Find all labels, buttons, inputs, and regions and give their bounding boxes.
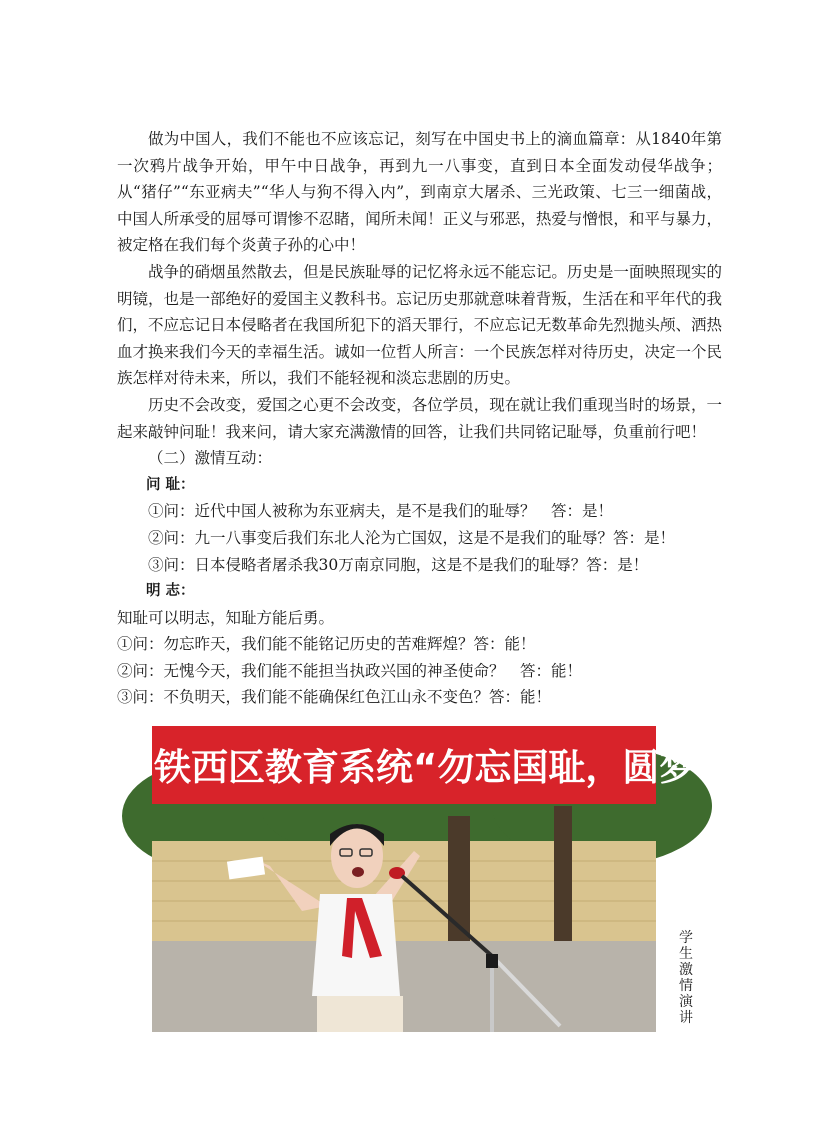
- caption-char: 讲: [679, 1010, 693, 1026]
- section-title: （二）激情互动：: [148, 449, 273, 468]
- mingzhi-question-2: ②问：无愧今天，我们能不能担当执政兴国的神圣使命？ 答：能！: [117, 661, 583, 680]
- mingzhi-intro: 知耻可以明志，知耻方能后勇。: [117, 608, 335, 627]
- ground: [152, 941, 656, 1032]
- mingzhi-question-3: ③问：不负明天，我们能不能确保红色江山永不变色？答：能！: [117, 688, 552, 707]
- speech-photo: [152, 726, 832, 1032]
- banner-text: 铁西区教育系统“勿忘国耻，圆梦中华”活: [154, 746, 832, 789]
- caption-char: 演: [679, 994, 693, 1010]
- caption-char: 生: [679, 946, 693, 962]
- mingzhi-heading: 明 志：: [146, 583, 195, 600]
- caption-char: 学: [679, 930, 693, 946]
- mingzhi-question-1: ①问：勿忘昨天，我们能不能铭记历史的苦难辉煌？答：能！: [117, 635, 536, 654]
- caption-char: 激: [679, 962, 693, 978]
- wenchi-question-1: ①问：近代中国人被称为东亚病夫，是不是我们的耻辱？ 答：是！: [148, 502, 614, 521]
- photo-caption: [676, 930, 696, 1026]
- body-text: [117, 126, 722, 711]
- wenchi-question-2: ②问：九一八事变后我们东北人沦为亡国奴，这是不是我们的耻辱？答：是！: [148, 528, 676, 547]
- paragraph-1: 做为中国人，我们不能也不应该忘记，刻写在中国史书上的滴血篇章：从1840年第一次鸦片战争开始，甲午中日战争，再到九一八事变，直到日本全面发动侵华战争；从“猪仔”“东亚病夫”“华人与狗不得入内”，到南京大屠杀、三光政策、七三一细菌战，中国人所承受的屈辱可谓惨不忍睹，闻所未闻！正义与邪恶，热爱与憎恨，和平与暴力，被定格在我们每个炎黄子孙的心中！: [117, 130, 722, 255]
- wenchi-question-3: ③问：日本侵略者屠杀我30万南京同胞，这是不是我们的耻辱？答：是！: [148, 555, 649, 574]
- paragraph-2: 战争的硝烟虽然散去，但是民族耻辱的记忆将永远不能忘记。历史是一面映照现实的明镜，也是一部绝好的爱国主义教科书。忘记历史那就意味着背叛，生活在和平年代的我们，不应忘记日本侵略者在我国所犯下的滔天罪行，不应忘记无数革命先烈抛头颅、洒热血才换来我们今天的幸福生活。诚如一位哲人所言：一个民族怎样对待历史，决定一个民族怎样对待未来，所以，我们不能轻视和淡忘悲剧的历史。: [117, 262, 722, 388]
- tree-trunk-2: [554, 806, 572, 956]
- caption-char: 情: [679, 978, 693, 994]
- speech-photo-illustration: [152, 726, 832, 1032]
- brick-wall: [152, 841, 656, 946]
- wenchi-heading: 问 耻：: [146, 476, 195, 493]
- paragraph-3: 历史不会改变，爱国之心更不会改变，各位学员，现在就让我们重现当时的场景，一起来敲钟问耻！我来问，请大家充满激情的回答，让我们共同铭记耻辱，负重前行吧！: [117, 395, 722, 441]
